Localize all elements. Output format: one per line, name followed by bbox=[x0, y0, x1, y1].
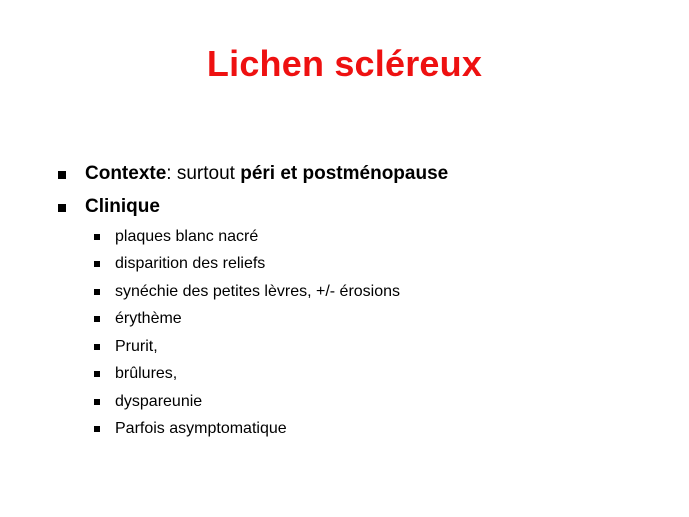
square-bullet-icon bbox=[58, 204, 66, 212]
sub-bullet-text: dyspareunie bbox=[115, 393, 203, 410]
square-bullet-icon bbox=[94, 316, 100, 322]
sub-bullet-text: Parfois asymptomatique bbox=[115, 420, 287, 437]
sub-bullet-text: disparition des reliefs bbox=[115, 255, 266, 272]
square-bullet-icon bbox=[94, 399, 100, 405]
square-bullet-icon bbox=[94, 261, 100, 267]
slide-title: Lichen scléreux bbox=[206, 43, 483, 84]
square-bullet-icon bbox=[94, 371, 100, 377]
square-bullet-icon bbox=[94, 426, 100, 432]
bullet-clinique-label: Clinique bbox=[85, 196, 160, 217]
sub-bullet-text: synéchie des petites lèvres, +/- érosions bbox=[115, 283, 401, 300]
sub-bullet-text: Prurit, bbox=[115, 338, 158, 355]
bullet-contexte-text bbox=[85, 162, 448, 186]
square-bullet-icon bbox=[94, 344, 100, 350]
bullet-contexte-sep: : bbox=[166, 163, 177, 184]
square-bullet-icon bbox=[94, 289, 100, 295]
square-bullet-icon bbox=[58, 171, 66, 179]
sub-bullet-text: érythème bbox=[115, 310, 182, 327]
square-bullet-icon bbox=[94, 234, 100, 240]
bullet-contexte-emphasis: péri et postménopause bbox=[240, 163, 449, 184]
sub-bullet-text: plaques blanc nacré bbox=[115, 228, 259, 245]
bullet-contexte-normal: surtout bbox=[176, 163, 241, 184]
bullet-contexte-label: Contexte bbox=[85, 163, 167, 184]
sub-bullet-text: brûlures, bbox=[115, 365, 178, 382]
